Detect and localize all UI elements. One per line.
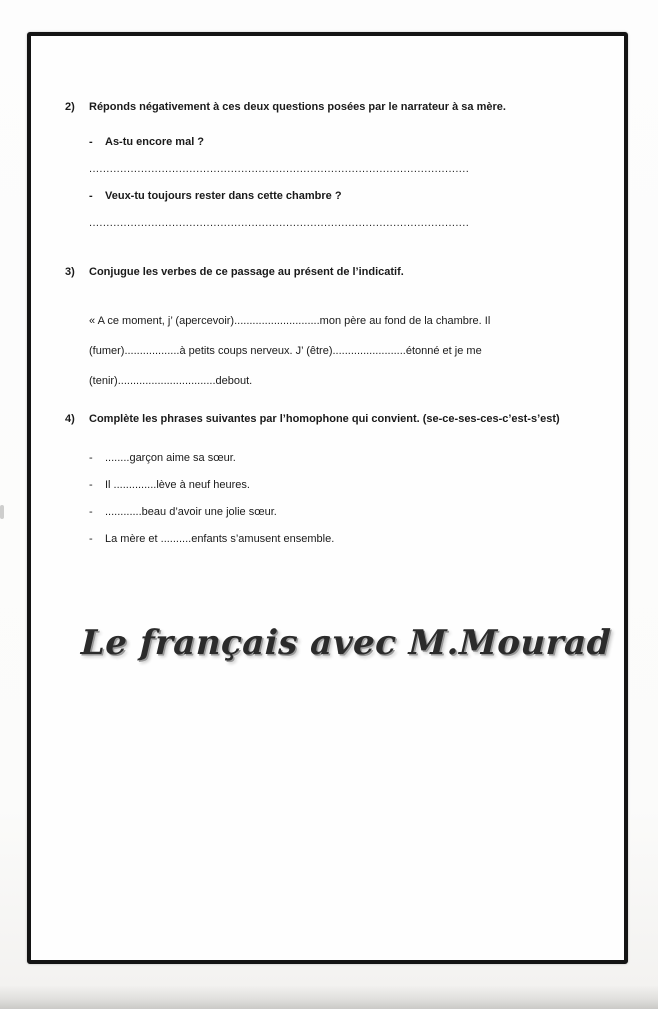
question-2-item-1 [89,135,610,177]
question-2-title: Réponds négativement à ces deux questions posées par le narrateur à sa mère. [89,101,506,113]
dash-bullet: - [89,479,93,491]
page-border-frame [27,32,628,964]
dash-bullet: - [89,506,93,518]
question-3-title: Conjugue les verbes de ce passage au présent de l’indicatif. [89,266,404,278]
question-4 [65,412,610,547]
dash-bullet: - [89,452,93,464]
passage-line-1: « A ce moment, j’ (apercevoir)............................mon père au fond de la chambre. Il [89,315,491,327]
question-2-item-2 [89,189,610,231]
question-2-item-2-text-row [89,189,610,204]
question-3-passage [89,306,610,396]
question-4-body [89,451,610,547]
question-2-item-2-text: Veux-tu toujours rester dans cette chambre ? [105,190,342,202]
question-4-number: 4) [65,413,75,425]
question-4-item-1 [89,451,610,466]
question-4-title: Complète les phrases suivantes par l’homophone qui convient. (se-ce-ses-ces-c’est-s’est) [89,413,560,425]
question-4-item-1-text: ........garçon aime sa sœur. [105,452,236,464]
dash-bullet: - [89,190,93,202]
question-4-item-4 [89,532,610,547]
question-4-item-3 [89,505,610,520]
question-2-heading [65,100,610,115]
question-4-item-3-text: ............beau d’avoir une jolie sœur. [105,506,277,518]
scan-bottom-shadow [0,985,658,1009]
passage-line-2: (fumer)..................à petits coups nerveux. J’ (être)........................étonné et je me [89,345,482,357]
passage-line-3: (tenir)................................debout. [89,375,253,387]
question-2-item-1-text: As-tu encore mal ? [105,136,205,148]
question-4-item-2 [89,478,610,493]
question-2-item-2-answer-line: .............................................................................................................. [89,217,470,229]
question-4-item-4-text: La mère et ..........enfants s’amusent ensemble. [105,533,335,545]
question-2-item-1-text-row [89,135,610,150]
question-4-item-2-text: Il ..............lève à neuf heures. [105,479,250,491]
question-3-number: 3) [65,266,75,278]
scan-artifact-smudge [0,505,4,519]
question-2-item-1-answer-line: .............................................................................................................. [89,163,470,175]
question-2-number: 2) [65,101,75,113]
watermark-text: Le français avec M.Mourad [80,623,612,663]
dash-bullet: - [89,533,93,545]
question-4-heading [65,412,610,427]
page-content [31,36,624,960]
question-2 [65,100,610,231]
dash-bullet: - [89,136,93,148]
question-2-body [89,135,610,231]
question-3 [65,265,610,396]
question-3-heading [65,265,610,280]
